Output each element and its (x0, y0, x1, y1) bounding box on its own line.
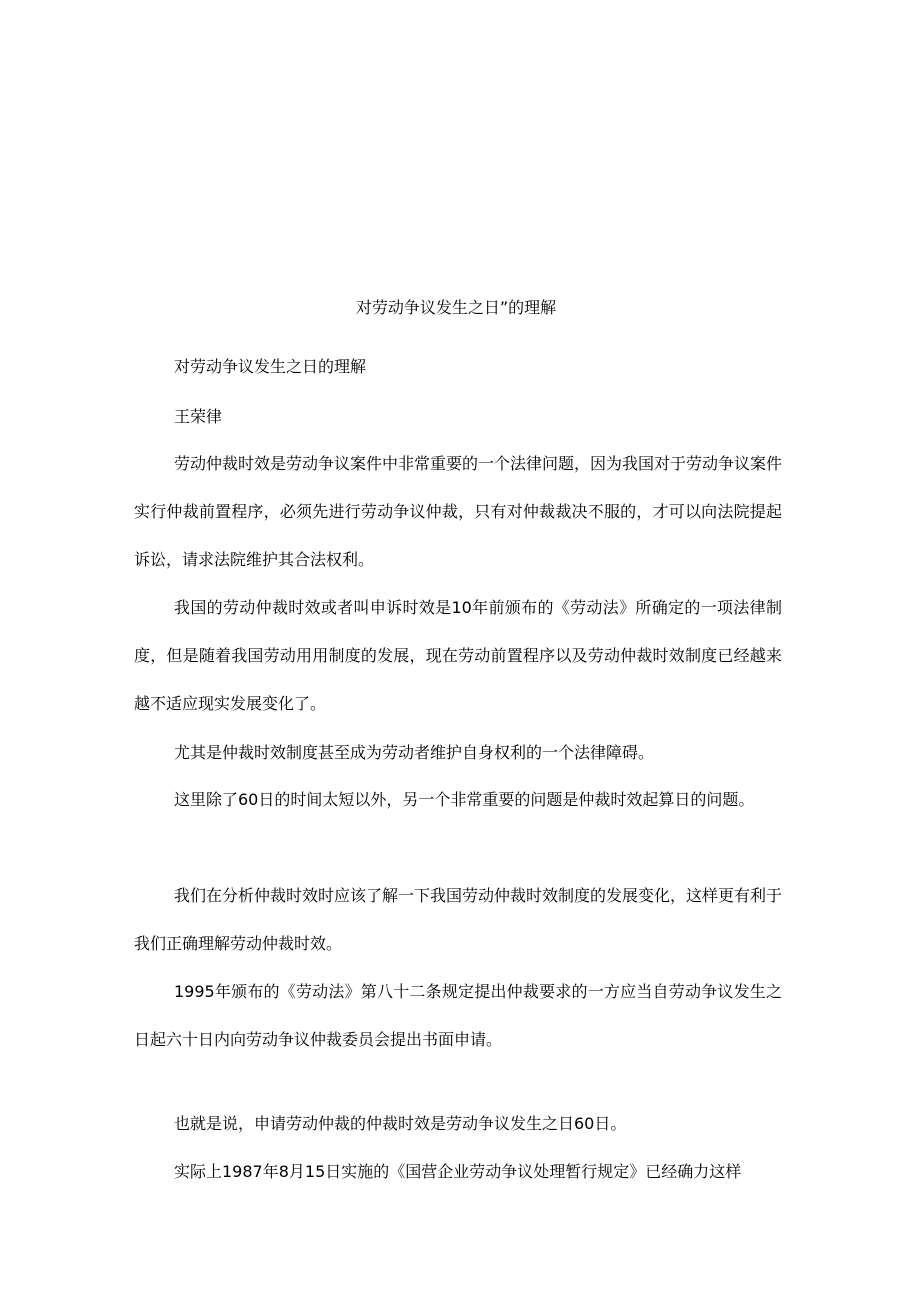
paragraph-2: 我国的劳动仲裁时效或者叫申诉时效是10年前颁布的《劳动法》所确定的一项法律制度，但是随着我国劳动用用制度的发展，现在劳动前置程序以及劳动仲裁时效制度已经越来越不适应现实发展变化了。 (134, 598, 782, 713)
document-title: 对劳动争议发生之日”的理解 (355, 298, 557, 317)
paragraph-7: 也就是说，申请劳动仲裁的仲裁时效是劳动争议发生之日60日。 (174, 1114, 627, 1133)
paragraph-8: 实际上1987年8月15日实施的《国营企业劳动争议处理暂行规定》已经确力这样 (174, 1162, 742, 1181)
paragraph-5: 我们在分析仲裁时效时应该了解一下我国劳动仲裁时效制度的发展变化，这样更有利于我们正确理解劳动仲裁时效。 (134, 886, 783, 953)
paragraph-3: 尤其是仲裁时效制度甚至成为劳动者维护自身权利的一个法律障碍。 (174, 743, 655, 762)
paragraph-1: 劳动仲裁时效是劳动争议案件中非常重要的一个法律问题，因为我国对于劳动争议案件实行仲裁前置程序，必须先进行劳动争议仲裁，只有对仲裁裁决不服的，才可以向法院提起诉讼，请求法院维护其合法权利。 (134, 454, 783, 569)
paragraph-6: 1995年颁布的《劳动法》第八十二条规定提出仲裁要求的一方应当自劳动争议发生之日起六十日内向劳动争议仲裁委员会提出书面申请。 (134, 982, 782, 1049)
paragraph-4: 这里除了60日的时间太短以外，另一个非常重要的问题是仲裁时效起算日的问题。 (174, 790, 755, 809)
author: 王荣律 (174, 407, 223, 426)
subtitle: 对劳动争议发生之日的理解 (174, 357, 367, 376)
